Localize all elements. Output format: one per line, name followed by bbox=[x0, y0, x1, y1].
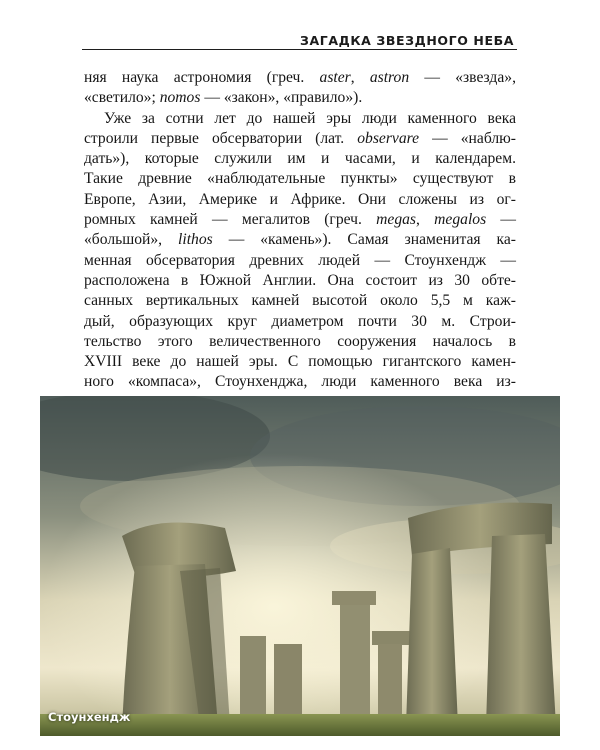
text-line bbox=[84, 129, 516, 149]
text-line bbox=[84, 68, 516, 88]
stone bbox=[406, 548, 458, 726]
text-run: — «наблю- bbox=[419, 129, 516, 147]
text-run: «большой», bbox=[84, 231, 179, 249]
paragraph-2 bbox=[84, 109, 516, 434]
text-run: , bbox=[416, 211, 435, 229]
running-header-title: ЗАГАДКА ЗВЕЗДНОГО НЕБА bbox=[300, 33, 514, 48]
text-line bbox=[84, 169, 516, 189]
stone bbox=[340, 594, 370, 718]
text-line bbox=[84, 372, 516, 392]
text-run: — «закон», «правило»). bbox=[200, 89, 363, 107]
text-line bbox=[84, 352, 516, 372]
text-run: санных вертикальных камней высотой около 5,5 м каж- bbox=[84, 292, 516, 310]
text-line bbox=[84, 312, 516, 332]
text-run: тельство этого величественного сооружения началось в bbox=[84, 332, 516, 350]
body-text bbox=[84, 68, 516, 433]
text-run: XVIII веке до нашей эры. С помощью гигантского камен- bbox=[84, 353, 516, 371]
text-line bbox=[84, 210, 516, 230]
text-run: — bbox=[486, 211, 516, 229]
stonehenge-illustration bbox=[40, 396, 560, 736]
text-line bbox=[84, 271, 516, 291]
text-run: дый, образующих круг диаметром почти 30 м. Строи- bbox=[84, 312, 516, 330]
left-trilithon bbox=[122, 523, 236, 726]
paragraph-1 bbox=[84, 68, 516, 109]
text-run: , bbox=[350, 69, 370, 86]
stone bbox=[378, 644, 402, 718]
italic-term: aster bbox=[319, 69, 351, 86]
stone bbox=[486, 534, 556, 726]
lintel bbox=[332, 591, 376, 605]
text-line bbox=[84, 109, 516, 129]
text-line bbox=[84, 149, 516, 169]
stone bbox=[274, 644, 302, 718]
text-run: менная обсерватория древних людей — Стоунхендж — bbox=[84, 251, 516, 269]
text-run: Европе, Азии, Америке и Африке. Они сложены из ог- bbox=[84, 190, 516, 208]
text-run: расположена в Южной Англии. Она состоит из 30 обте- bbox=[84, 271, 516, 289]
header-rule bbox=[82, 49, 517, 50]
text-line bbox=[84, 88, 516, 108]
text-run: няя наука астрономия (греч. bbox=[84, 69, 320, 86]
text-run: — «звезда», bbox=[409, 69, 516, 86]
text-run: — «камень»). Самая знаменитая ка- bbox=[212, 231, 516, 249]
italic-term: megas bbox=[376, 211, 417, 229]
illustration-caption: Стоунхендж bbox=[48, 710, 131, 724]
text-run: строили первые обсерватории (лат. bbox=[84, 129, 358, 147]
text-line bbox=[84, 291, 516, 311]
text-line bbox=[84, 230, 516, 250]
italic-term: nomos bbox=[159, 89, 201, 107]
text-line bbox=[84, 251, 516, 271]
italic-term: observare bbox=[357, 129, 420, 147]
lintel bbox=[372, 631, 412, 645]
text-run: «светило»; bbox=[84, 89, 160, 107]
text-run: Уже за сотни лет до нашей эры люди каменного века bbox=[104, 109, 516, 127]
italic-term: megalos bbox=[434, 211, 487, 229]
text-run: ного «компаса», Стоунхенджа, люди каменного века из- bbox=[84, 373, 516, 391]
text-run: ромных камней — мегалитов (греч. bbox=[84, 211, 377, 229]
stone bbox=[240, 636, 266, 718]
italic-term: lithos bbox=[178, 231, 213, 249]
text-line bbox=[84, 332, 516, 352]
italic-term: astron bbox=[369, 69, 410, 86]
text-run: Такие древние «наблюдательные пункты» существуют в bbox=[84, 170, 516, 188]
text-line bbox=[84, 190, 516, 210]
text-run: дать»), которые служили им и часами, и календарем. bbox=[84, 150, 516, 168]
